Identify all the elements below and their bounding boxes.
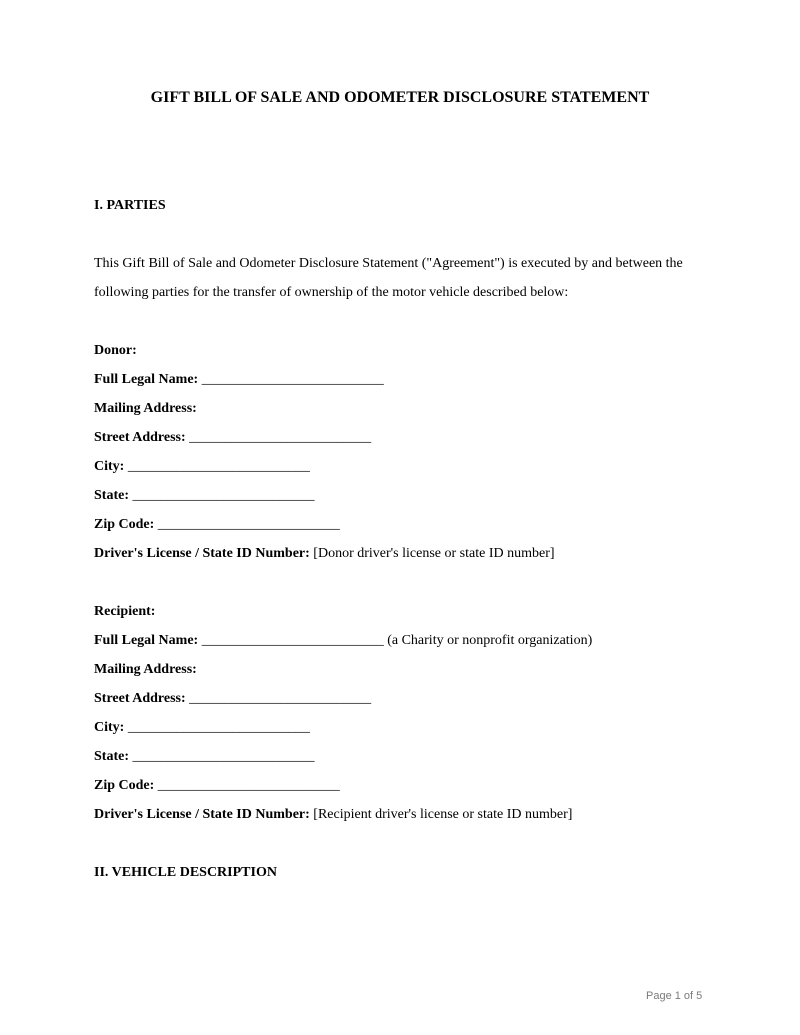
donor-street-field: __________________________ <box>189 430 372 445</box>
recipient-state-field: __________________________ <box>132 749 315 764</box>
intro-paragraph-line-1: This Gift Bill of Sale and Odometer Disclosure Statement ("Agreement") is executed by and between the <box>94 256 683 271</box>
recipient-heading: Recipient: <box>94 604 156 619</box>
recipient-city-label: City: <box>94 720 125 735</box>
page-number: Page 1 of 5 <box>646 990 703 1002</box>
recipient-city-field: __________________________ <box>127 720 310 735</box>
recipient-full-name-label: Full Legal Name: <box>94 633 199 648</box>
section-heading-vehicle-description: II. VEHICLE DESCRIPTION <box>94 865 277 880</box>
donor-city-row <box>94 458 310 476</box>
donor-state-field: __________________________ <box>132 488 315 503</box>
donor-state-label: State: <box>94 488 129 503</box>
section-heading-parties: I. PARTIES <box>94 198 166 213</box>
recipient-state-label: State: <box>94 749 129 764</box>
recipient-license-row <box>94 806 572 824</box>
recipient-mailing-address-label: Mailing Address: <box>94 662 197 677</box>
intro-paragraph-line-2: following parties for the transfer of ownership of the motor vehicle described below: <box>94 285 569 300</box>
recipient-zip-row <box>94 777 340 795</box>
recipient-full-name-row <box>94 632 592 650</box>
donor-city-label: City: <box>94 459 125 474</box>
recipient-full-name-field: __________________________ <box>201 633 384 648</box>
donor-full-name-field: __________________________ <box>201 372 384 387</box>
donor-street-label: Street Address: <box>94 430 186 445</box>
recipient-city-row <box>94 719 310 737</box>
recipient-state-row <box>94 748 315 766</box>
page-title: GIFT BILL OF SALE AND ODOMETER DISCLOSURE STATEMENT <box>150 89 650 106</box>
donor-zip-field: __________________________ <box>157 517 340 532</box>
recipient-zip-label: Zip Code: <box>94 778 155 793</box>
donor-heading: Donor: <box>94 343 137 358</box>
recipient-street-row <box>94 690 371 708</box>
donor-license-row <box>94 545 555 563</box>
recipient-license-value: [Recipient driver's license or state ID number] <box>313 807 573 822</box>
recipient-full-name-note: (a Charity or nonprofit organization) <box>387 633 593 648</box>
donor-zip-label: Zip Code: <box>94 517 155 532</box>
recipient-street-label: Street Address: <box>94 691 186 706</box>
donor-full-name-row <box>94 371 384 389</box>
donor-street-row <box>94 429 371 447</box>
donor-city-field: __________________________ <box>127 459 310 474</box>
donor-state-row <box>94 487 315 505</box>
recipient-zip-field: __________________________ <box>157 778 340 793</box>
donor-license-value: [Donor driver's license or state ID number] <box>313 546 555 561</box>
donor-full-name-label: Full Legal Name: <box>94 372 199 387</box>
recipient-street-field: __________________________ <box>189 691 372 706</box>
recipient-license-label: Driver's License / State ID Number: <box>94 807 310 822</box>
donor-license-label: Driver's License / State ID Number: <box>94 546 310 561</box>
donor-mailing-address-label: Mailing Address: <box>94 401 197 416</box>
donor-zip-row <box>94 516 340 534</box>
